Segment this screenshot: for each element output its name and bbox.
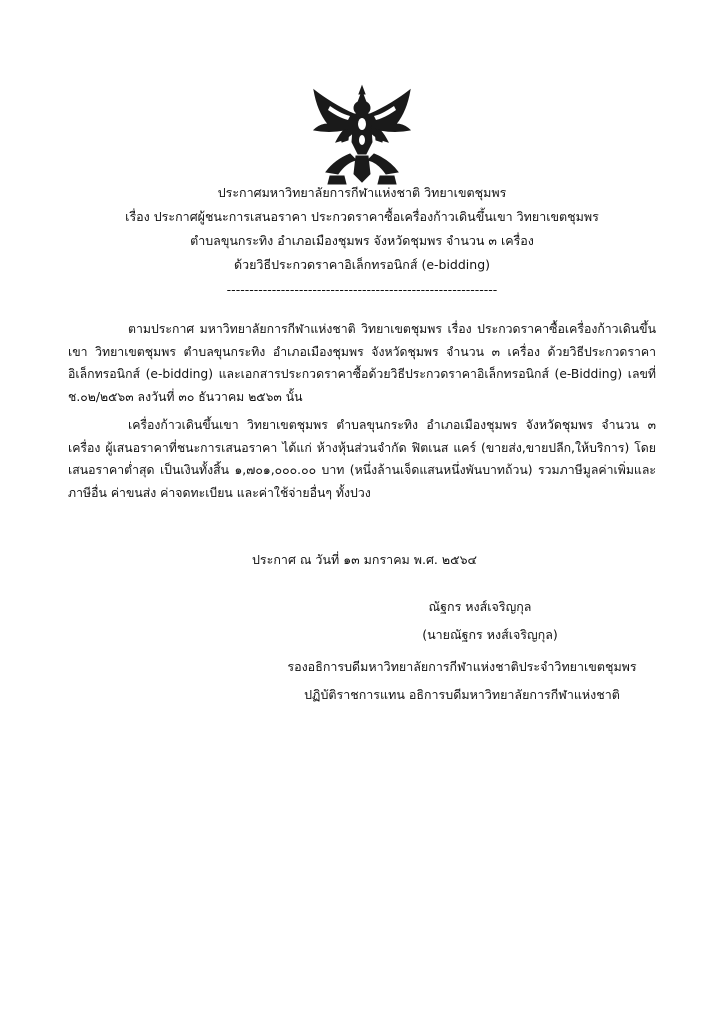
signature-name: ณัฐกร หงส์เจริญกุล [428,599,532,614]
body-paragraph-1 [68,318,656,408]
header-line-3: ตำบลขุนกระทิง อำเภอเมืองชุมพร จังหวัดชุมพร จำนวน ๓ เครื่อง [190,233,534,248]
header-line-4: ด้วยวิธีประกวดราคาอิเล็กทรอนิกส์ (e-bidding) [233,257,491,272]
signature-title-1: รองอธิการบดีมหาวิทยาลัยการกีฬาแห่งชาติประจำวิทยาเขตชุมพร [287,659,637,674]
header-line-1: ประกาศมหาวิทยาลัยการกีฬาแห่งชาติ วิทยาเขตชุมพร [217,185,507,200]
body-paragraph-2-text: เครื่องก้าวเดินขึ้นเขา วิทยาเขตชุมพร ตำบลขุนกระทิง อำเภอเมืองชุมพร จังหวัดชุมพร จำนวน ๓ เครื่อง ผู้เสนอราคาที่ชนะการเสนอราคา ได้แก่ ห้างหุ้นส่วนจำกัด ฟิตเนส แคร์ (ขายส่ง,ขายปลีก,ให้บริการ) โดยเสนอราคาต่ำสุด เป็นเงินทั้งสิ้น ๑,๗๐๑,๐๐๐.๐๐ บาท (หนึ่งล้านเจ็ดแสนหนึ่งพันบาทถ้วน) รวมภาษีมูลค่าเพิ่มและภาษีอื่น ค่าขนส่ง ค่าจดทะเบียน และค่าใช้จ่ายอื่นๆ ทั้งปวง [68,418,656,500]
body-paragraph-1-text: ตามประกาศ มหาวิทยาลัยการกีฬาแห่งชาติ วิทยาเขตชุมพร เรื่อง ประกวดราคาซื้อเครื่องก้าวเดินขึ้นเขา วิทยาเขตชุมพร ตำบลขุนกระทิง อำเภอเมืองชุมพร จังหวัดชุมพร จำนวน ๓ เครื่อง ด้วยวิธีประกวดราคาอิเล็กทรอนิกส์ (e-bidding) และเอกสารประกวดราคาซื้อด้วยวิธีประกวดราคาอิเล็กทรอนิกส์ (e-Bidding) เลขที่ ช.๐๒/๒๕๖๓ ลงวันที่ ๓๐ ธันวาคม ๒๕๖๓ นั้น [68,322,656,404]
header-line-2: เรื่อง ประกาศผู้ชนะการเสนอราคา ประกวดราคาซื้อเครื่องก้าวเดินขึ้นเขา วิทยาเขตชุมพร [125,209,599,224]
announce-date: ประกาศ ณ วันที่ ๑๓ มกราคม พ.ศ. ๒๕๖๔ [252,552,477,567]
garuda-emblem-icon [310,84,414,190]
body-paragraph-2 [68,414,656,504]
header-divider: ------------------------------------------------------------ [226,282,498,297]
signature-title-2: ปฏิบัติราชการแทน อธิการบดีมหาวิทยาลัยการกีฬาแห่งชาติ [304,687,620,702]
signature-name-paren: (นายณัฐกร หงส์เจริญกุล) [422,627,558,642]
